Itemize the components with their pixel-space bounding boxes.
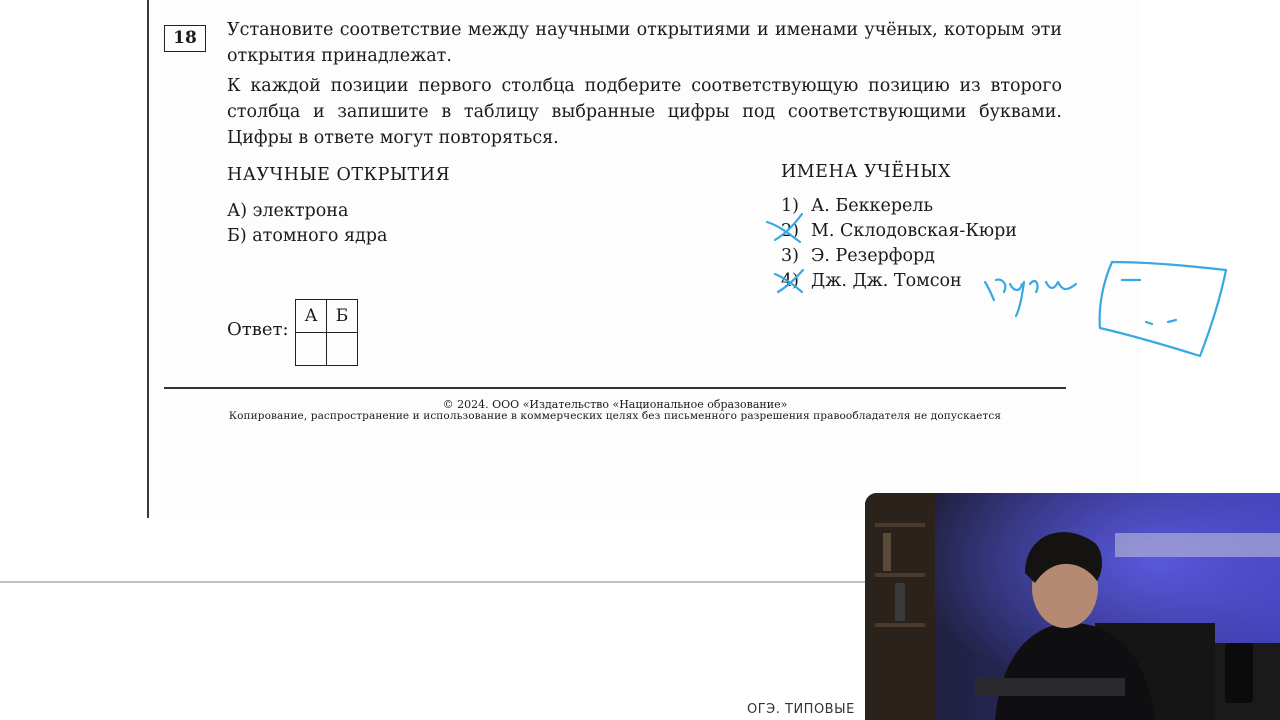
list-item bbox=[781, 219, 1017, 244]
answer-cell-b[interactable] bbox=[327, 333, 358, 366]
item-number: 3) bbox=[781, 246, 799, 266]
item-number: 4) bbox=[781, 271, 799, 291]
item-number: 2) bbox=[781, 221, 799, 241]
next-page-title: ОГЭ. ТИПОВЫЕ bbox=[747, 702, 855, 717]
item-number: 1) bbox=[781, 196, 799, 216]
discoveries-list bbox=[227, 199, 387, 249]
footer-copyright: © 2024. ООО «Издательство «Национальное образование» bbox=[442, 398, 788, 411]
answer-column-b-header: Б bbox=[327, 300, 358, 333]
list-item: А) электрона bbox=[227, 201, 349, 221]
scientist-name: А. Беккерель bbox=[811, 196, 934, 216]
task-instruction: Установите соответствие между научными открытиями и именами учёных, которым эти открытия принадлежат. bbox=[227, 20, 1062, 66]
task-number: 18 bbox=[164, 25, 206, 52]
scientists-list bbox=[781, 194, 1017, 294]
scientist-name: Дж. Дж. Томсон bbox=[811, 271, 962, 291]
scientists-heading: ИМЕНА УЧЁНЫХ bbox=[781, 162, 951, 182]
task-directions: К каждой позиции первого столбца подберите соответствующую позицию из второго столбца и запишите в таблицу выбранные цифры под соответствующими буквами. Цифры в ответе могут повторяться. bbox=[227, 76, 1062, 148]
webcam-overlay bbox=[865, 493, 1280, 720]
scientist-name: М. Склодовская-Кюри bbox=[811, 221, 1017, 241]
list-item: Б) атомного ядра bbox=[227, 226, 388, 246]
answer-cell-a[interactable] bbox=[296, 333, 327, 366]
list-item bbox=[781, 244, 1017, 269]
footer-rule bbox=[164, 387, 1066, 389]
answer-table bbox=[295, 299, 358, 366]
list-item bbox=[781, 269, 1017, 294]
footer-notice: Копирование, распространение и использование в коммерческих целях без письменного разрешения правообладателя не допускается bbox=[228, 410, 1002, 422]
list-item bbox=[781, 194, 1017, 219]
answer-label: Ответ: bbox=[227, 319, 289, 340]
answer-column-a-header: А bbox=[296, 300, 327, 333]
scientist-name: Э. Резерфорд bbox=[811, 246, 935, 266]
discoveries-heading: НАУЧНЫЕ ОТКРЫТИЯ bbox=[227, 165, 451, 185]
